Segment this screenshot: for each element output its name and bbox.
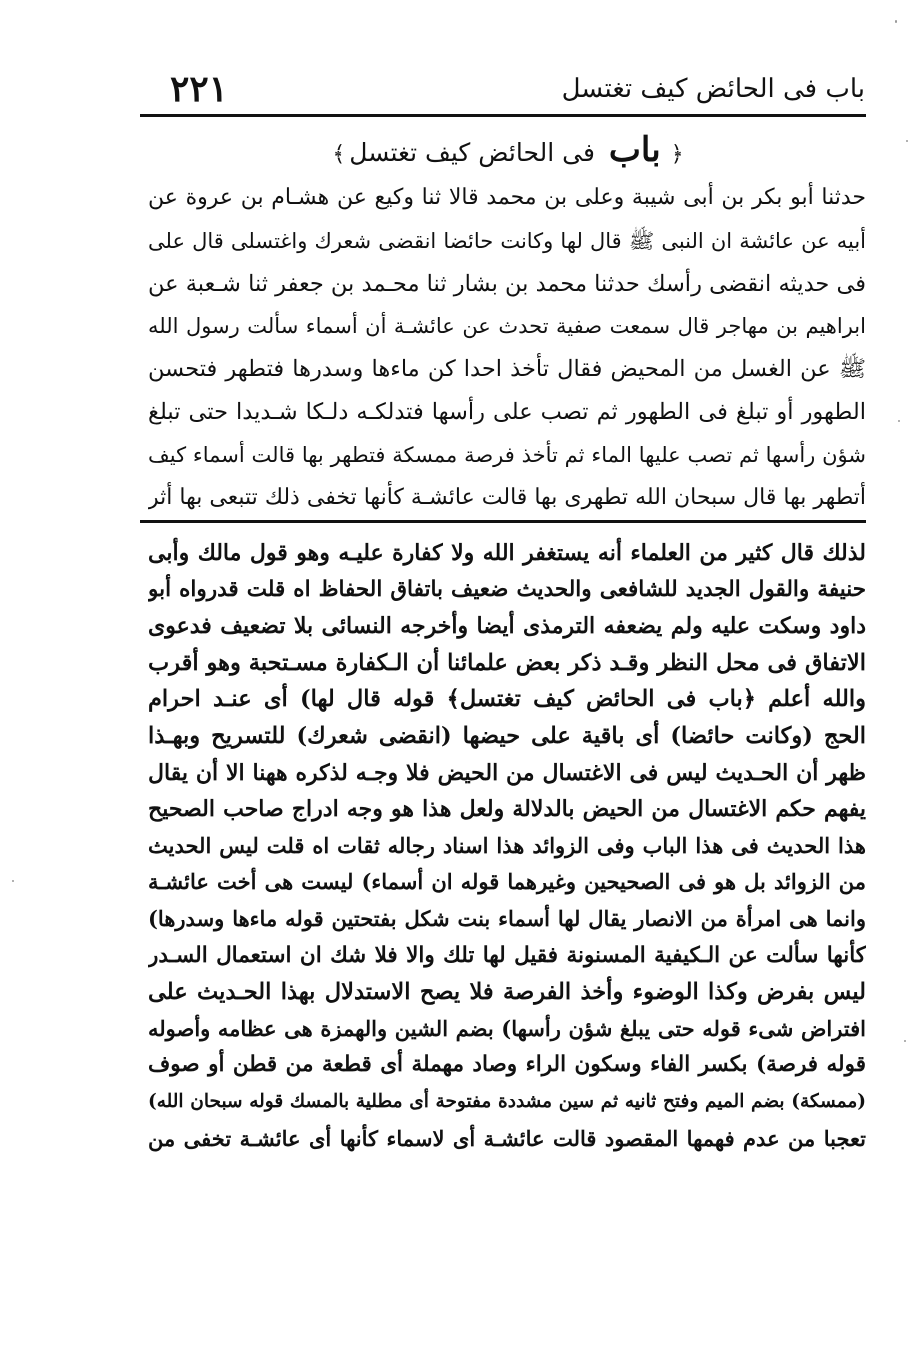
commentary-line: ليس بفرض وكذا الوضوء وأخذ الفرصة فلا يصح الاستدلال بهذا الحـديث على bbox=[148, 979, 866, 1006]
commentary-line: تعجبا من عدم فهمها المقصود قالت عائشـة أى لاسماء كأنها أى عائشـة تخفى من bbox=[148, 1125, 866, 1151]
running-header-title: باب فى الحائض كيف تغتسل bbox=[561, 74, 865, 104]
commentary-line: وانما هى امرأة من الانصار يقال لها أسماء بنت شكل بفتحتين قوله ماءها وسدرها) bbox=[148, 905, 866, 931]
hadith-line: أتطهر بها قال سبحان الله تطهرى بها قالت عائشـة كأنها تخفى ذلك تتبعى بها أثر bbox=[148, 484, 866, 510]
scan-speck bbox=[12, 880, 14, 882]
section-heading bbox=[150, 128, 866, 172]
hadith-line: الطهور أو تبلغ فى الطهور ثم تصب على رأسها فتدلكـه دلـكا شـديدا حتى تبلغ bbox=[148, 398, 866, 425]
heading-text: فى الحائض كيف تغتسل bbox=[349, 138, 595, 167]
heading-ornament-left: ﴾ bbox=[332, 142, 346, 167]
scan-speck bbox=[904, 1040, 906, 1042]
commentary-line: يفهم حكم الاغتسال من الحيض بالدلالة ولعل هذا هو وجه ادراج صاحب الصحيح bbox=[148, 796, 866, 823]
commentary-divider bbox=[140, 520, 866, 523]
commentary-line: (ممسكة) بضم الميم وفتح ثانيه ثم سين مشددة مفتوحة أى مطلية بالمسك قوله سبحان الله) bbox=[148, 1090, 866, 1112]
scan-speck bbox=[906, 140, 908, 142]
heading-bab: باب bbox=[608, 130, 661, 170]
commentary-line: من الزوائد بل هو فى الصحيحين وغيرهما قوله ان أسماء) ليست هى أخت عائشـة bbox=[148, 869, 866, 895]
running-header bbox=[140, 70, 865, 114]
commentary-line: حنيفة والقول الجديد للشافعى والحديث ضعيف باتفاق الحفاظ اه قلت قدرواه أبو bbox=[148, 576, 866, 602]
hadith-line: أبيه عن عائشة ان النبى ﷺ قال لها وكانت حائضا انقضى شعرك واغتسلى قال على bbox=[148, 228, 866, 253]
hadith-line: شؤن رأسها ثم تصب عليها الماء ثم تأخذ فرصة ممسكة فتطهر بها قالت أسماء كيف bbox=[148, 442, 866, 467]
commentary-line: داود وسكت عليه ولم يضعفه الترمذى أيضا وأخرجه النسائى بلا تضعيف فدعوى bbox=[148, 613, 866, 640]
commentary-line: الاتفاق فى محل النظر وقـد ذكر بعض علمائنا أن الـكفارة مسـتحبة وهو أقرب bbox=[148, 649, 866, 676]
commentary-line: الحج (وكانت حائضا) أى باقية على حيضها (انقضى شعرك) للتسريح وبهـذا bbox=[148, 722, 866, 749]
heading-ornament-right: ﴿ bbox=[670, 142, 684, 167]
header-rule bbox=[140, 114, 866, 117]
commentary-line: لذلك قال كثير من العلماء أنه يستغفر الله ولا كفارة عليـه وهو قول مالك وأبى bbox=[148, 540, 866, 566]
hadith-line: ابراهيم بن مهاجر قال سمعت صفية تحدث عن عائشـة أن أسماء سألت رسول الله bbox=[148, 314, 866, 339]
hadith-line: ﷺ عن الغسل من المحيض فقال تأخذ احدا كن ماءها وسدرها فتطهر فتحسن bbox=[148, 356, 866, 383]
page-number: ٢٢١ bbox=[170, 68, 229, 110]
scan-speck bbox=[895, 20, 897, 23]
commentary-text bbox=[148, 535, 866, 1157]
commentary-line: كأنها سألت عن الـكيفية المسنونة فقيل لها تلك والا فلا شك ان استعمال السـدر bbox=[148, 942, 866, 968]
hadith-text bbox=[148, 177, 866, 519]
commentary-line: والله أعلم ﴿باب فى الحائض كيف تغتسل﴾ قوله قال لها) أى عنـد احرام bbox=[148, 686, 866, 713]
commentary-line: ظهر أن الحـديث ليس فى الاغتسال من الحيض فلا وجـه لذكره ههنا الا أن يقال bbox=[148, 759, 866, 786]
commentary-line: قوله فرصة) بكسر الفاء وسكون الراء وصاد مهملة أى قطعة من قطن أو صوف bbox=[148, 1052, 866, 1078]
hadith-line: حدثنا أبو بكر بن أبى شيبة وعلى بن محمد قالا ثنا وكيع عن هشـام بن عروة عن bbox=[148, 185, 866, 210]
commentary-line: افتراض شىء قوله حتى يبلغ شؤن رأسها) بضم الشين والهمزة هى عظامه وأصوله bbox=[148, 1015, 866, 1041]
commentary-line: هذا الحديث فى هذا الباب وفى الزوائد هذا اسناد رجاله ثقات اه قلت ليس الحديث bbox=[148, 832, 866, 858]
hadith-line: فى حديثه انقضى رأسك حدثنا محمد بن بشار ثنا محـمد بن جعفر ثنا شـعبة عن bbox=[148, 270, 866, 297]
scan-speck bbox=[898, 420, 900, 422]
